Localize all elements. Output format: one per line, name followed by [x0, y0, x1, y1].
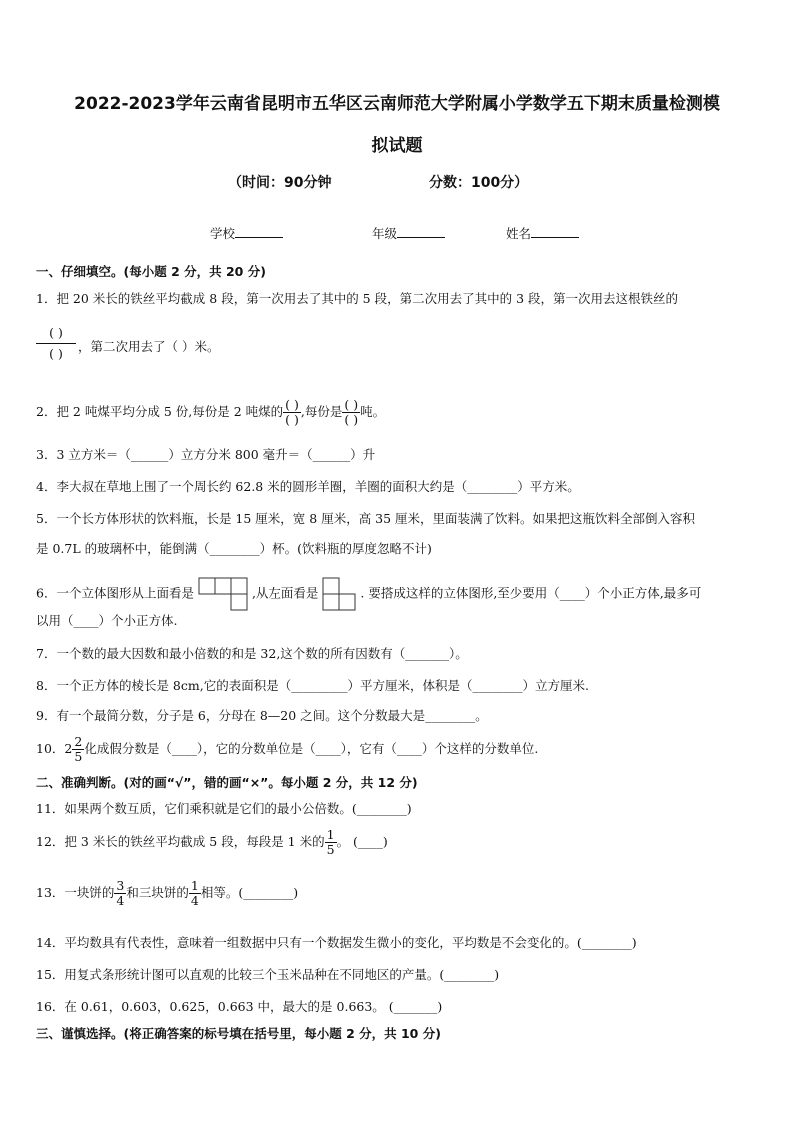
question-7: 7．一个数的最大因数和最小倍数的和是 32,这个数的所有因数有（_______）。	[36, 646, 468, 661]
left-view-grid-icon	[322, 577, 356, 611]
question-2: 2．把 2 吨煤平均分成 5 份,每份是 2 吨煤的 $\frac{( )}{( )}$ ,每份是 $\frac{( )}{( )}$ 吨。	[36, 397, 386, 427]
exam-title-line1: 2022-2023学年云南省昆明市五华区云南师范大学附属小学数学五下期末质量检测模	[74, 94, 720, 114]
exam-title-line2: 拟试题	[371, 136, 423, 156]
exam-subtitle: （时间：90分钟 分数：100分）	[228, 175, 529, 191]
question-4: 4．李大叔在草地上围了一个周长约 62.8 米的圆形羊圈，羊圈的面积大约是（________）平方米。	[36, 479, 580, 494]
section3-heading: 三、谨慎选择。(将正确答案的标号填在括号里，每小题 2 分，共 10 分)	[36, 1026, 441, 1041]
question-9: 9．有一个最简分数，分子是 6，分母在 8—20 之间。这个分数最大是________。	[36, 708, 488, 723]
question-16: 16．在 0.61，0.603，0.625，0.663 中，最大的是 0.663。 (_______)	[36, 999, 443, 1014]
question-15: 15．用复式条形统计图可以直观的比较三个玉米品种在不同地区的产量。(________)	[36, 967, 500, 982]
question-2-fraction-b: $\frac{( )}{( )}$	[344, 397, 359, 427]
question-1-line1: 1．把 20 米长的铁丝平均截成 8 段，第一次用去了其中的 5 段，第二次用去了其中的 3 段，第一次用去这根铁丝的	[36, 291, 679, 306]
question-12: 12．把 3 米长的铁丝平均截成 5 段，每段是 1 米的 $\frac{1}{5}$ 。 (____)	[36, 827, 388, 857]
question-6-line2: 以用（____）个小正方体.	[36, 613, 178, 628]
question-10-fraction: $\frac{2}{5}$	[74, 734, 83, 764]
question-8: 8．一个正方体的棱长是 8cm,它的表面积是（_________）平方厘米，体积是（________）立方厘米.	[36, 678, 589, 693]
section2-heading: 二、准确判断。(对的画“√”，错的画“×”。每小题 2 分，共 12 分)	[36, 775, 418, 790]
question-3: 3．3 立方米＝（______）立方分米 800 毫升＝（______）升	[36, 447, 376, 462]
question-13-fraction-a: $\frac{3}{4}$	[116, 878, 125, 908]
question-6-line1: 6．一个立体图形从上面看是 ,从左面看是 . 要搭成这样的立体图形,至少要用（____）个小正方体,最多可	[36, 577, 701, 611]
question-2-fraction-a: $\frac{( )}{( )}$	[285, 397, 299, 427]
question-1-line2: ，第二次用去了（ ）米。	[78, 339, 220, 354]
question-11: 11．如果两个数互质，它们乘积就是它们的最小公倍数。(________)	[36, 801, 412, 816]
question-13: 13．一块饼的 $\frac{3}{4}$ 和三块饼的 $\frac{1}{4}$ 相等。(________)	[36, 878, 299, 908]
question-14: 14．平均数具有代表性，意味着一组数据中只有一个数据发生微小的变化，平均数是不会变化的。(________)	[36, 935, 637, 950]
school-field: 学校	[210, 224, 283, 242]
name-field: 姓名	[506, 224, 579, 242]
question-10: 10．2 $\frac{2}{5}$ 化成假分数是（____），它的分数单位是（____），它有（____）个这样的分数单位.	[36, 734, 539, 764]
top-view-grid-icon	[198, 577, 248, 611]
question-5-line1: 5．一个长方体形状的饮料瓶，长是 15 厘米，宽 8 厘米，高 35 厘米，里面装满了饮料。如果把这瓶饮料全部倒入容积	[36, 511, 696, 526]
section1-heading: 一、仔细填空。(每小题 2 分，共 20 分)	[36, 264, 266, 279]
question-5-line2: 是 0.7L 的玻璃杯中，能倒满（________）杯。(饮料瓶的厚度忽略不计)	[36, 541, 432, 556]
question-1-fraction: ( ) ( )	[36, 323, 76, 364]
question-13-fraction-b: $\frac{1}{4}$	[190, 878, 199, 908]
grade-field: 年级	[372, 224, 445, 242]
question-12-fraction: $\frac{1}{5}$	[326, 827, 335, 857]
